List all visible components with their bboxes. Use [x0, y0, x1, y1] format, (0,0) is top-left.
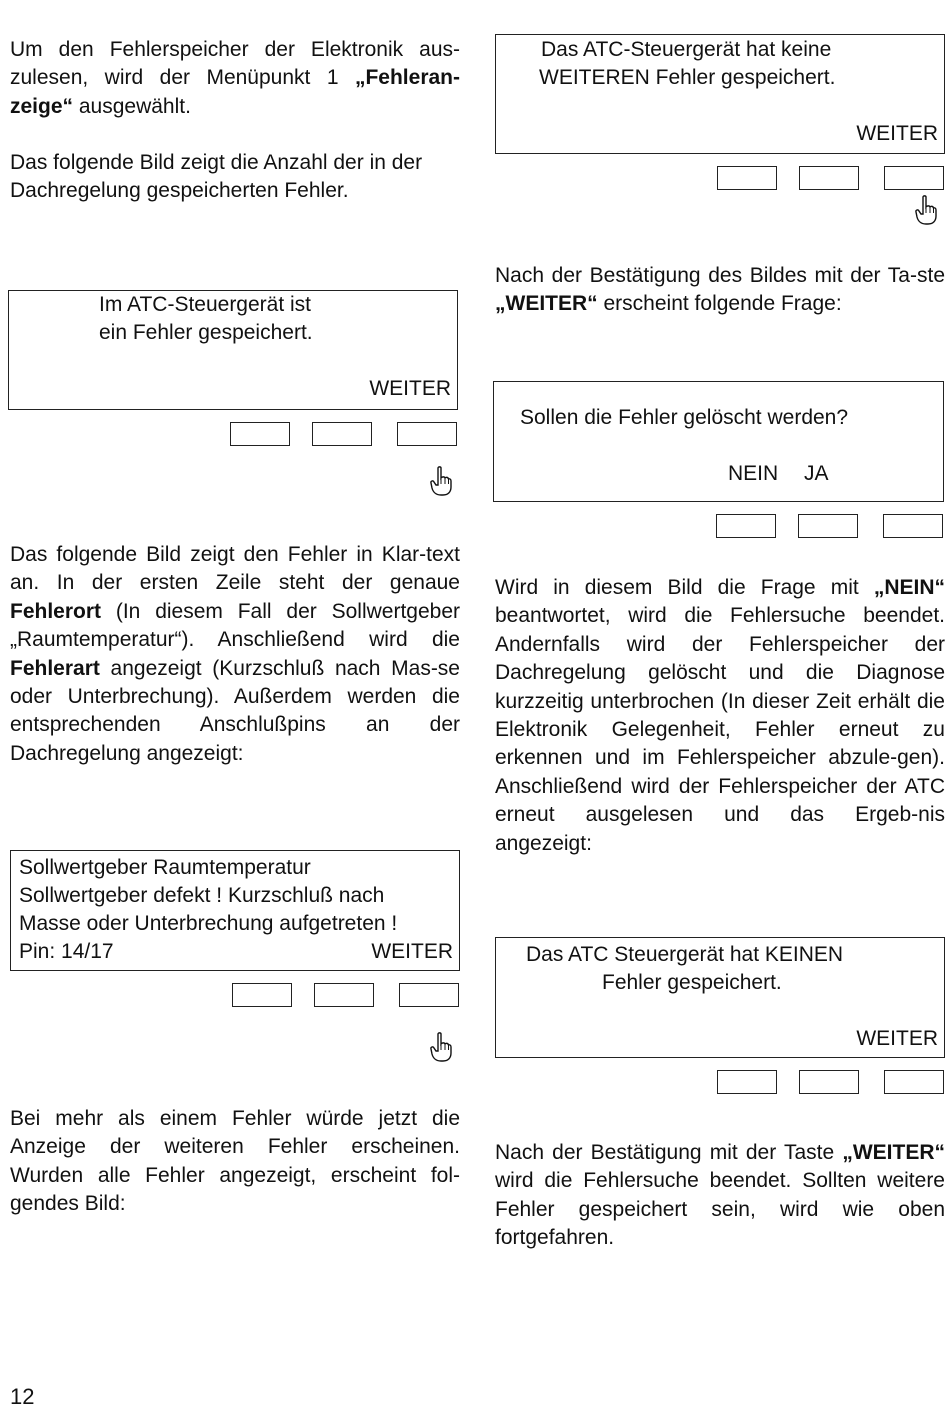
- nein-term: „NEIN“: [873, 576, 945, 599]
- softkey-row: [232, 983, 462, 1007]
- page-number: 12: [10, 1384, 35, 1409]
- weiter-term: „WEITER“: [842, 1141, 945, 1164]
- weiter-label: WEITER: [856, 122, 938, 145]
- screen-line-1: Im ATC-Steuergerät ist: [99, 293, 312, 316]
- softkey-1[interactable]: [717, 166, 777, 190]
- weiter-label: WEITER: [856, 1027, 938, 1050]
- answer-text-2: beantwortet, wird die Fehlersuche beendet. Andernfalls wird der Fehlerspeicher der Dachregelung gelöscht und die Diagnose kurzzeitig unterbrochen (In dieser Zeit erhält die Elektronik Gelegenheit, Fehler erneut zu erkennen und im Fehlerspeicher abzule-gen). Anschließend wird der Fehlerspeicher der ATC erneut ausgelesen und das Ergeb-nis angezeigt:: [495, 604, 945, 855]
- screen-line-2: WEITEREN Fehler gespeichert.: [539, 66, 836, 89]
- softkey-3[interactable]: [399, 983, 459, 1007]
- closing-paragraph: [495, 1139, 945, 1253]
- question-intro-text-2: erscheint folgende Frage:: [597, 292, 842, 316]
- weiter-label: WEITER: [369, 377, 451, 400]
- count-paragraph: Das folgende Bild zeigt die Anzahl der in der Dachregelung gespeicherten Fehler.: [10, 151, 423, 203]
- display-screen-one-error: [8, 290, 458, 410]
- softkey-row: [717, 1070, 947, 1094]
- softkey-row: [230, 422, 460, 446]
- fehlerort-term: Fehlerort: [10, 599, 102, 623]
- display-screen-error-detail: [10, 850, 460, 971]
- weiter-term: „WEITER“: [495, 292, 598, 316]
- pointing-hand-icon: [915, 195, 937, 225]
- softkey-2[interactable]: [312, 422, 372, 446]
- answer-text-1: Wird in diesem Bild die Frage mit: [495, 576, 874, 599]
- display-screen-no-further-errors: [495, 34, 945, 154]
- answer-paragraph: [495, 574, 945, 858]
- softkey-2[interactable]: [799, 166, 859, 190]
- intro-text-1: Um den Fehlerspeicher der Elektronik aus-: [10, 38, 460, 61]
- question-intro-text-1: Nach der Bestätigung des Bildes mit der Ta-ste: [495, 264, 945, 287]
- fehlerort-text-3: angezeigt (Kurzschluß nach Mas-se oder Unterbrechung). Außerdem werden die entsprechenden Anschlußpins an der Dachregelung angezeigt:: [10, 656, 460, 765]
- screen-line-2: Fehler gespeichert.: [602, 971, 782, 994]
- pointing-hand-icon: [430, 1032, 452, 1062]
- intro-text-2: zulesen, wird der Menüpunkt 1: [10, 66, 355, 90]
- softkey-2[interactable]: [799, 1070, 859, 1094]
- softkey-3[interactable]: [883, 514, 943, 538]
- screen-line-2: ein Fehler gespeichert.: [99, 321, 313, 344]
- menu-item-name-1: „Fehleran-: [354, 66, 460, 90]
- screen-line-1: Sollwertgeber Raumtemperatur: [19, 856, 311, 879]
- menu-item-name-2: zeige“: [10, 94, 74, 118]
- pointing-hand-icon: [430, 466, 452, 496]
- screen-line-3: Masse oder Unterbrechung aufgetreten !: [19, 912, 398, 935]
- softkey-3[interactable]: [397, 422, 457, 446]
- screen-line-1: Das ATC-Steuergerät hat keine: [541, 38, 832, 61]
- display-screen-no-errors: [495, 937, 945, 1058]
- softkey-2[interactable]: [798, 514, 858, 538]
- ja-label: JA: [804, 462, 829, 485]
- closing-text-2: wird die Fehlersuche beendet. Sollten weitere Fehler gespeichert sein, wird wie oben fortgefahren.: [495, 1169, 945, 1250]
- display-screen-delete-question: [493, 381, 944, 502]
- softkey-3[interactable]: [884, 166, 944, 190]
- fehlerort-text-2: (In diesem Fall der Sollwertgeber „Raumtemperatur“). Anschließend wird die: [10, 599, 460, 652]
- screen-line-1: Das ATC Steuergerät hat KEINEN: [526, 943, 844, 966]
- softkey-1[interactable]: [717, 1070, 777, 1094]
- closing-text-1: Nach der Bestätigung mit der Taste: [495, 1141, 843, 1164]
- softkey-row: [717, 166, 947, 190]
- pin-label: Pin: 14/17: [19, 940, 114, 963]
- screen-line-2: Sollwertgeber defekt ! Kurzschluß nach: [19, 884, 385, 907]
- intro-paragraph: [10, 36, 460, 121]
- weiter-label: WEITER: [371, 940, 453, 963]
- question-intro-paragraph: [495, 262, 945, 319]
- softkey-2[interactable]: [314, 983, 374, 1007]
- softkey-1[interactable]: [716, 514, 776, 538]
- more-errors-paragraph: Bei mehr als einem Fehler würde jetzt die Anzeige der weiteren Fehler erscheinen. Wurden alle Fehler angezeigt, erscheint fol-gendes Bild:: [10, 1107, 460, 1216]
- fehlerart-term: Fehlerart: [10, 656, 100, 680]
- fehlerort-paragraph: [10, 541, 460, 768]
- screen-question: Sollen die Fehler gelöscht werden?: [520, 406, 849, 429]
- softkey-1[interactable]: [232, 983, 292, 1007]
- softkey-1[interactable]: [230, 422, 290, 446]
- fehlerort-text-1: Das folgende Bild zeigt den Fehler in Klar-text an. In der ersten Zeile steht der genaue: [10, 543, 460, 595]
- softkey-3[interactable]: [884, 1070, 944, 1094]
- softkey-row: [716, 514, 946, 538]
- intro-text-3: ausgewählt.: [73, 94, 191, 118]
- nein-label: NEIN: [728, 462, 779, 485]
